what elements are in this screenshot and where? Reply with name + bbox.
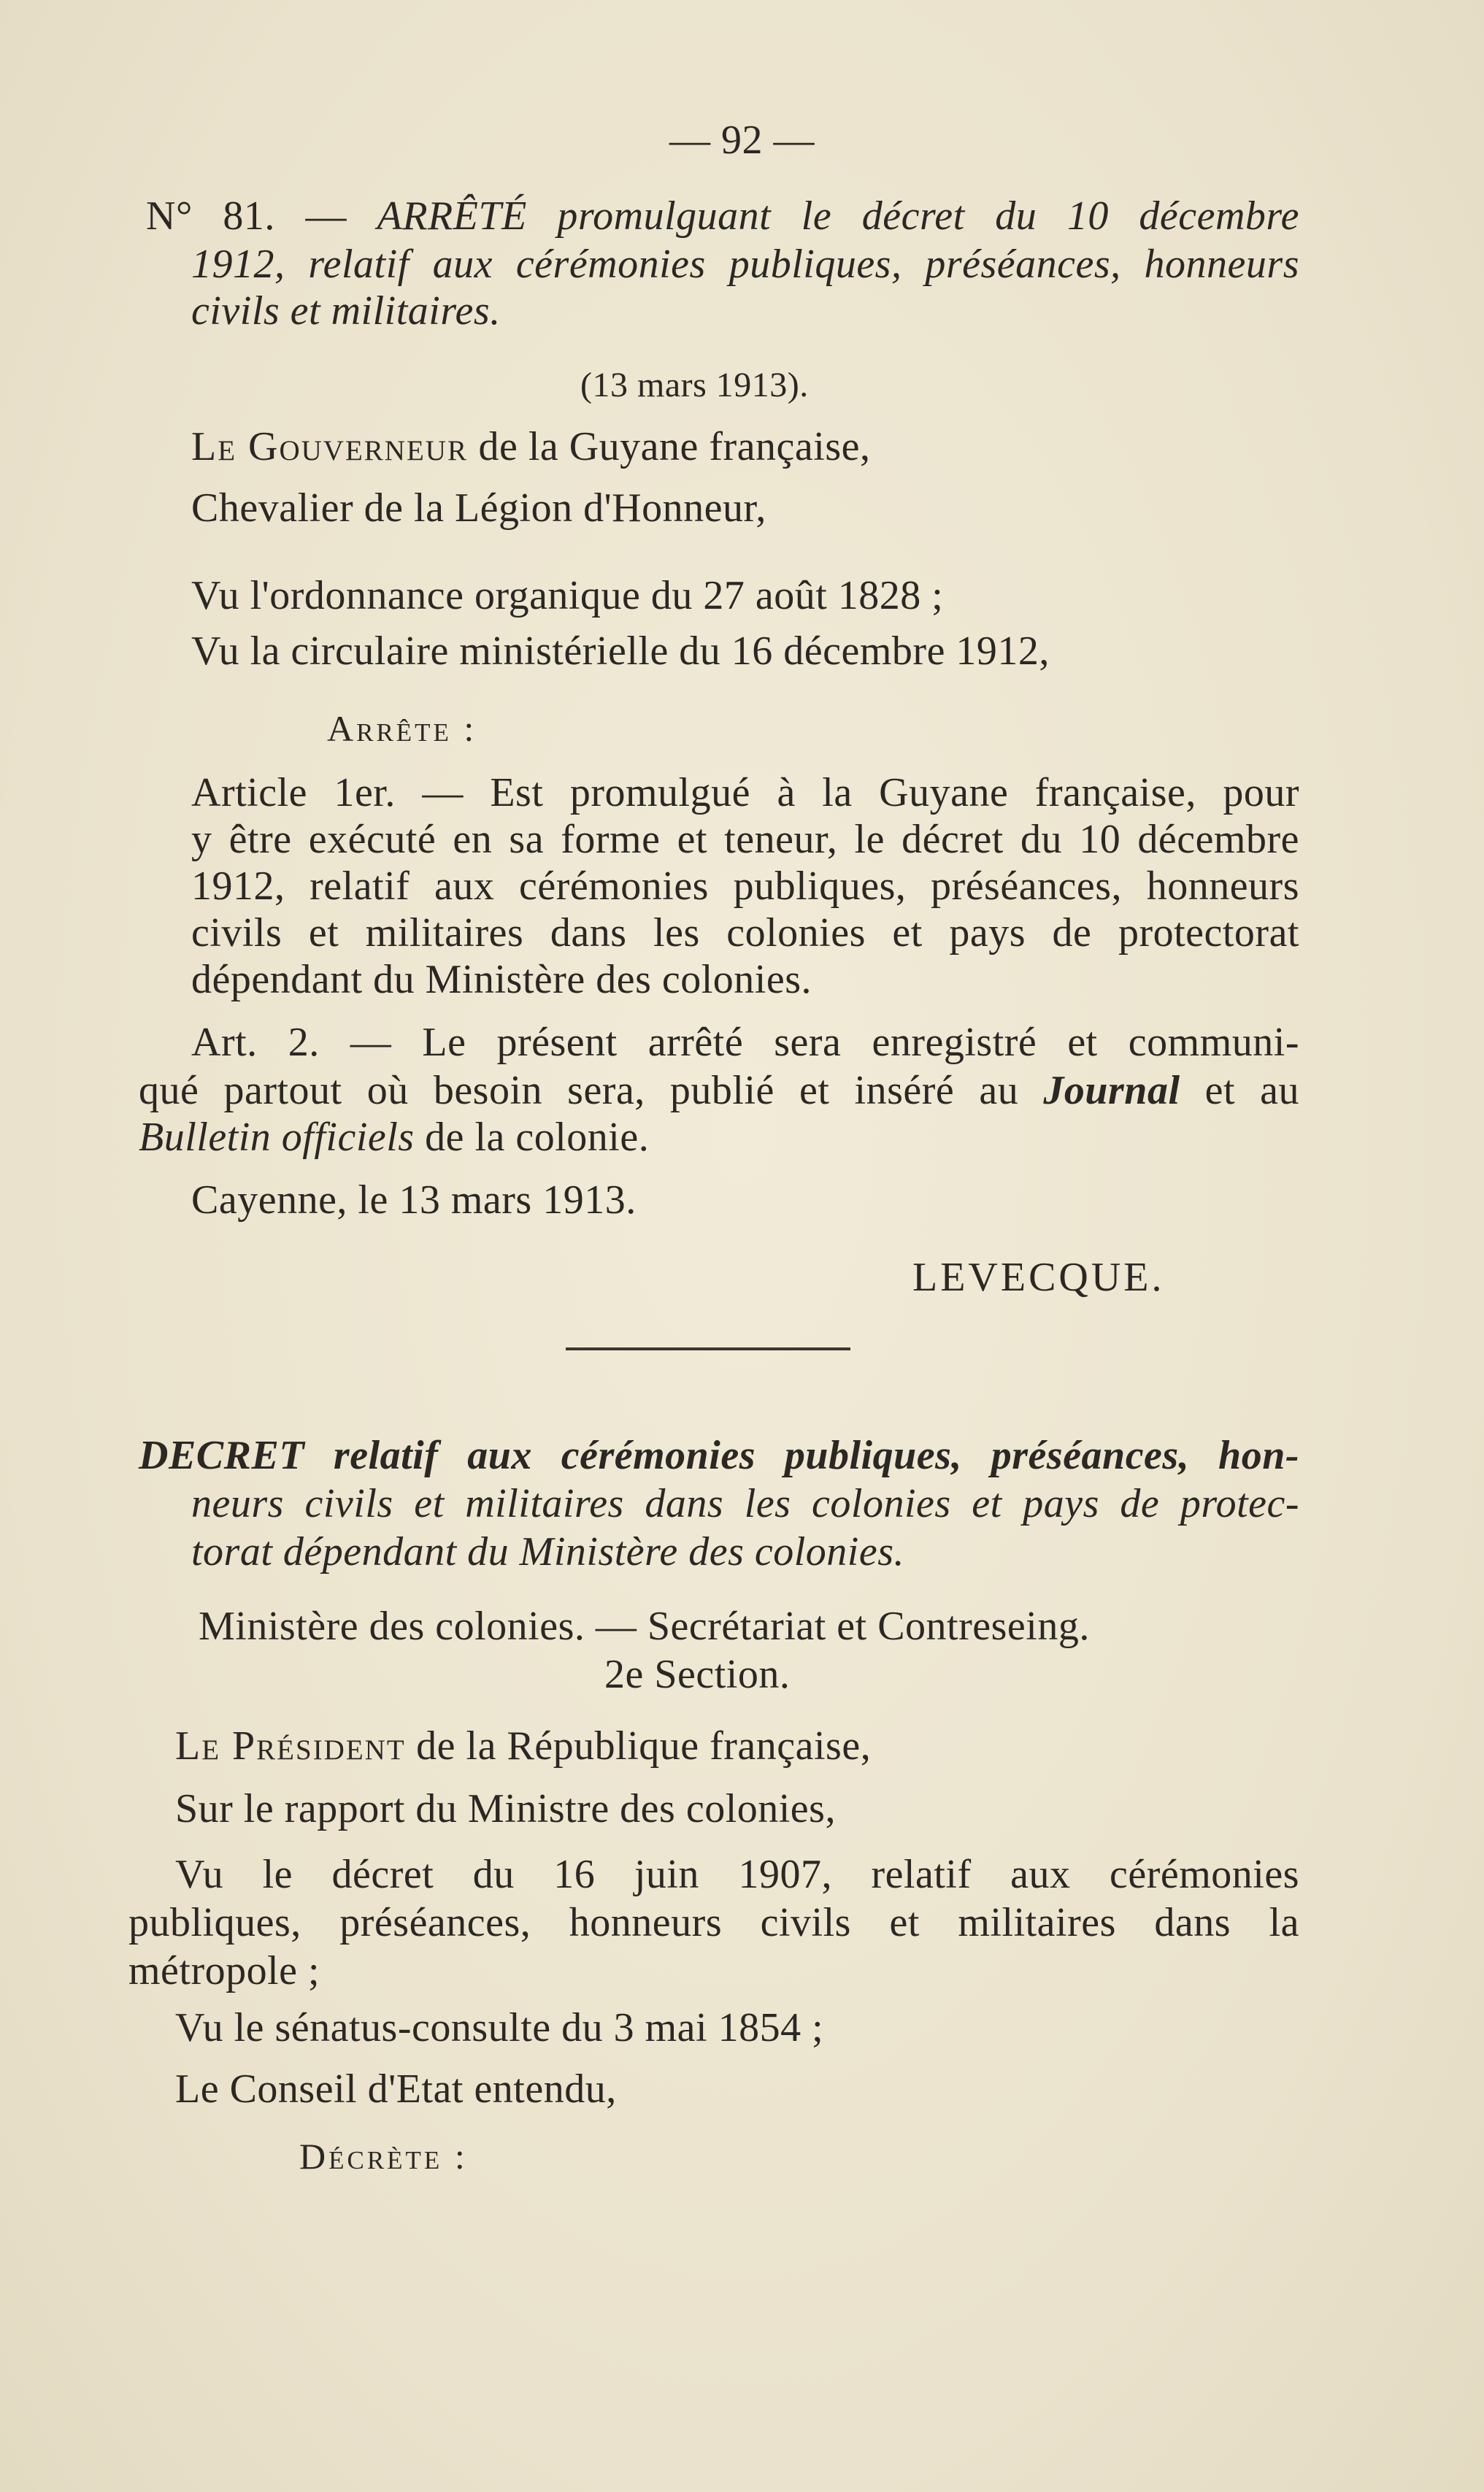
president-line bbox=[175, 1723, 871, 1769]
president-rest: de la République française, bbox=[416, 1723, 872, 1769]
ministere-line: Ministère des colonies. — Secrétariat et Contreseing. bbox=[199, 1604, 1090, 1649]
gouverneur-line bbox=[191, 423, 870, 470]
decrete-heading: Décrète : bbox=[299, 2136, 468, 2177]
section-line: 2e Section. bbox=[604, 1652, 791, 1697]
arrete-title-text-1: ARRÊTÉ promulguant le décret du 10 décembre bbox=[377, 193, 1299, 239]
arrete-title-line-2: 1912, relatif aux cérémonies publiques, préséances, honneurs bbox=[191, 242, 1299, 287]
gouverneur-rest: de la Guyane française, bbox=[478, 424, 871, 469]
signature: LEVECQUE. bbox=[912, 1255, 1165, 1300]
article1-line-4: civils et militaires dans les colonies et pays de protectorat bbox=[191, 910, 1299, 955]
vu-decret-line-1: Vu le décret du 16 juin 1907, relatif aux cérémonies bbox=[175, 1852, 1299, 1897]
chevalier-line: Chevalier de la Légion d'Honneur, bbox=[191, 485, 766, 531]
article1-line-1: Article 1er. — Est promulgué à la Guyane française, pour bbox=[191, 770, 1299, 815]
page-number: — 92 — bbox=[669, 118, 815, 163]
decret-title-line-1 bbox=[139, 1432, 1299, 1479]
place-date: Cayenne, le 13 mars 1913. bbox=[191, 1177, 637, 1223]
decret-title-text: DECRET relatif aux cérémonies publiques, préséances, hon- bbox=[139, 1433, 1299, 1478]
conseil-line: Le Conseil d'Etat entendu, bbox=[175, 2066, 617, 2112]
arrete-number: N° 81. — bbox=[146, 193, 347, 239]
article2-line-3-end: de la colonie. bbox=[425, 1115, 650, 1160]
vu-decret-line-3: métropole ; bbox=[128, 1948, 320, 1993]
president-caps: Le Président bbox=[175, 1723, 406, 1769]
arrete-title-line-3: civils et militaires. bbox=[191, 288, 501, 334]
arrete-title-line-1 bbox=[146, 193, 1299, 239]
gouverneur-caps: Le Gouverneur bbox=[191, 424, 468, 469]
decret-title-line-2: neurs civils et militaires dans les colonies et pays de protec- bbox=[191, 1481, 1299, 1526]
article1-line-5: dépendant du Ministère des colonies. bbox=[191, 957, 812, 1002]
journal-title: Journal bbox=[1043, 1068, 1180, 1113]
vu-senatus: Vu le sénatus-consulte du 3 mai 1854 ; bbox=[175, 2005, 824, 2050]
vu-decret-line-2: publiques, préséances, honneurs civils et militaires dans la bbox=[128, 1900, 1299, 1945]
article2-line-2-end: et au bbox=[1204, 1068, 1300, 1113]
article2-line-2-text: qué partout où besoin sera, publié et inséré au bbox=[139, 1068, 1019, 1113]
arrete-heading: Arrête : bbox=[327, 708, 477, 749]
vu-ordonnance: Vu l'ordonnance organique du 27 août 1828 ; bbox=[191, 573, 944, 618]
sur-rapport: Sur le rapport du Ministre des colonies, bbox=[175, 1786, 836, 1831]
arrete-date: (13 mars 1913). bbox=[580, 366, 809, 404]
decret-title-line-3: torat dépendant du Ministère des colonies. bbox=[191, 1529, 904, 1574]
section-divider bbox=[566, 1347, 850, 1350]
article1-line-3: 1912, relatif aux cérémonies publiques, préséances, honneurs bbox=[191, 864, 1299, 909]
vu-circulaire: Vu la circulaire ministérielle du 16 décembre 1912, bbox=[191, 628, 1050, 674]
article2-line-3 bbox=[139, 1114, 649, 1161]
bulletin-title: Bulletin officiels bbox=[139, 1115, 415, 1160]
article2-line-1: Art. 2. — Le présent arrêté sera enregistré et communi- bbox=[191, 1020, 1299, 1065]
article2-line-2 bbox=[139, 1067, 1299, 1114]
article1-line-2: y être exécuté en sa forme et teneur, le décret du 10 décembre bbox=[191, 817, 1299, 862]
